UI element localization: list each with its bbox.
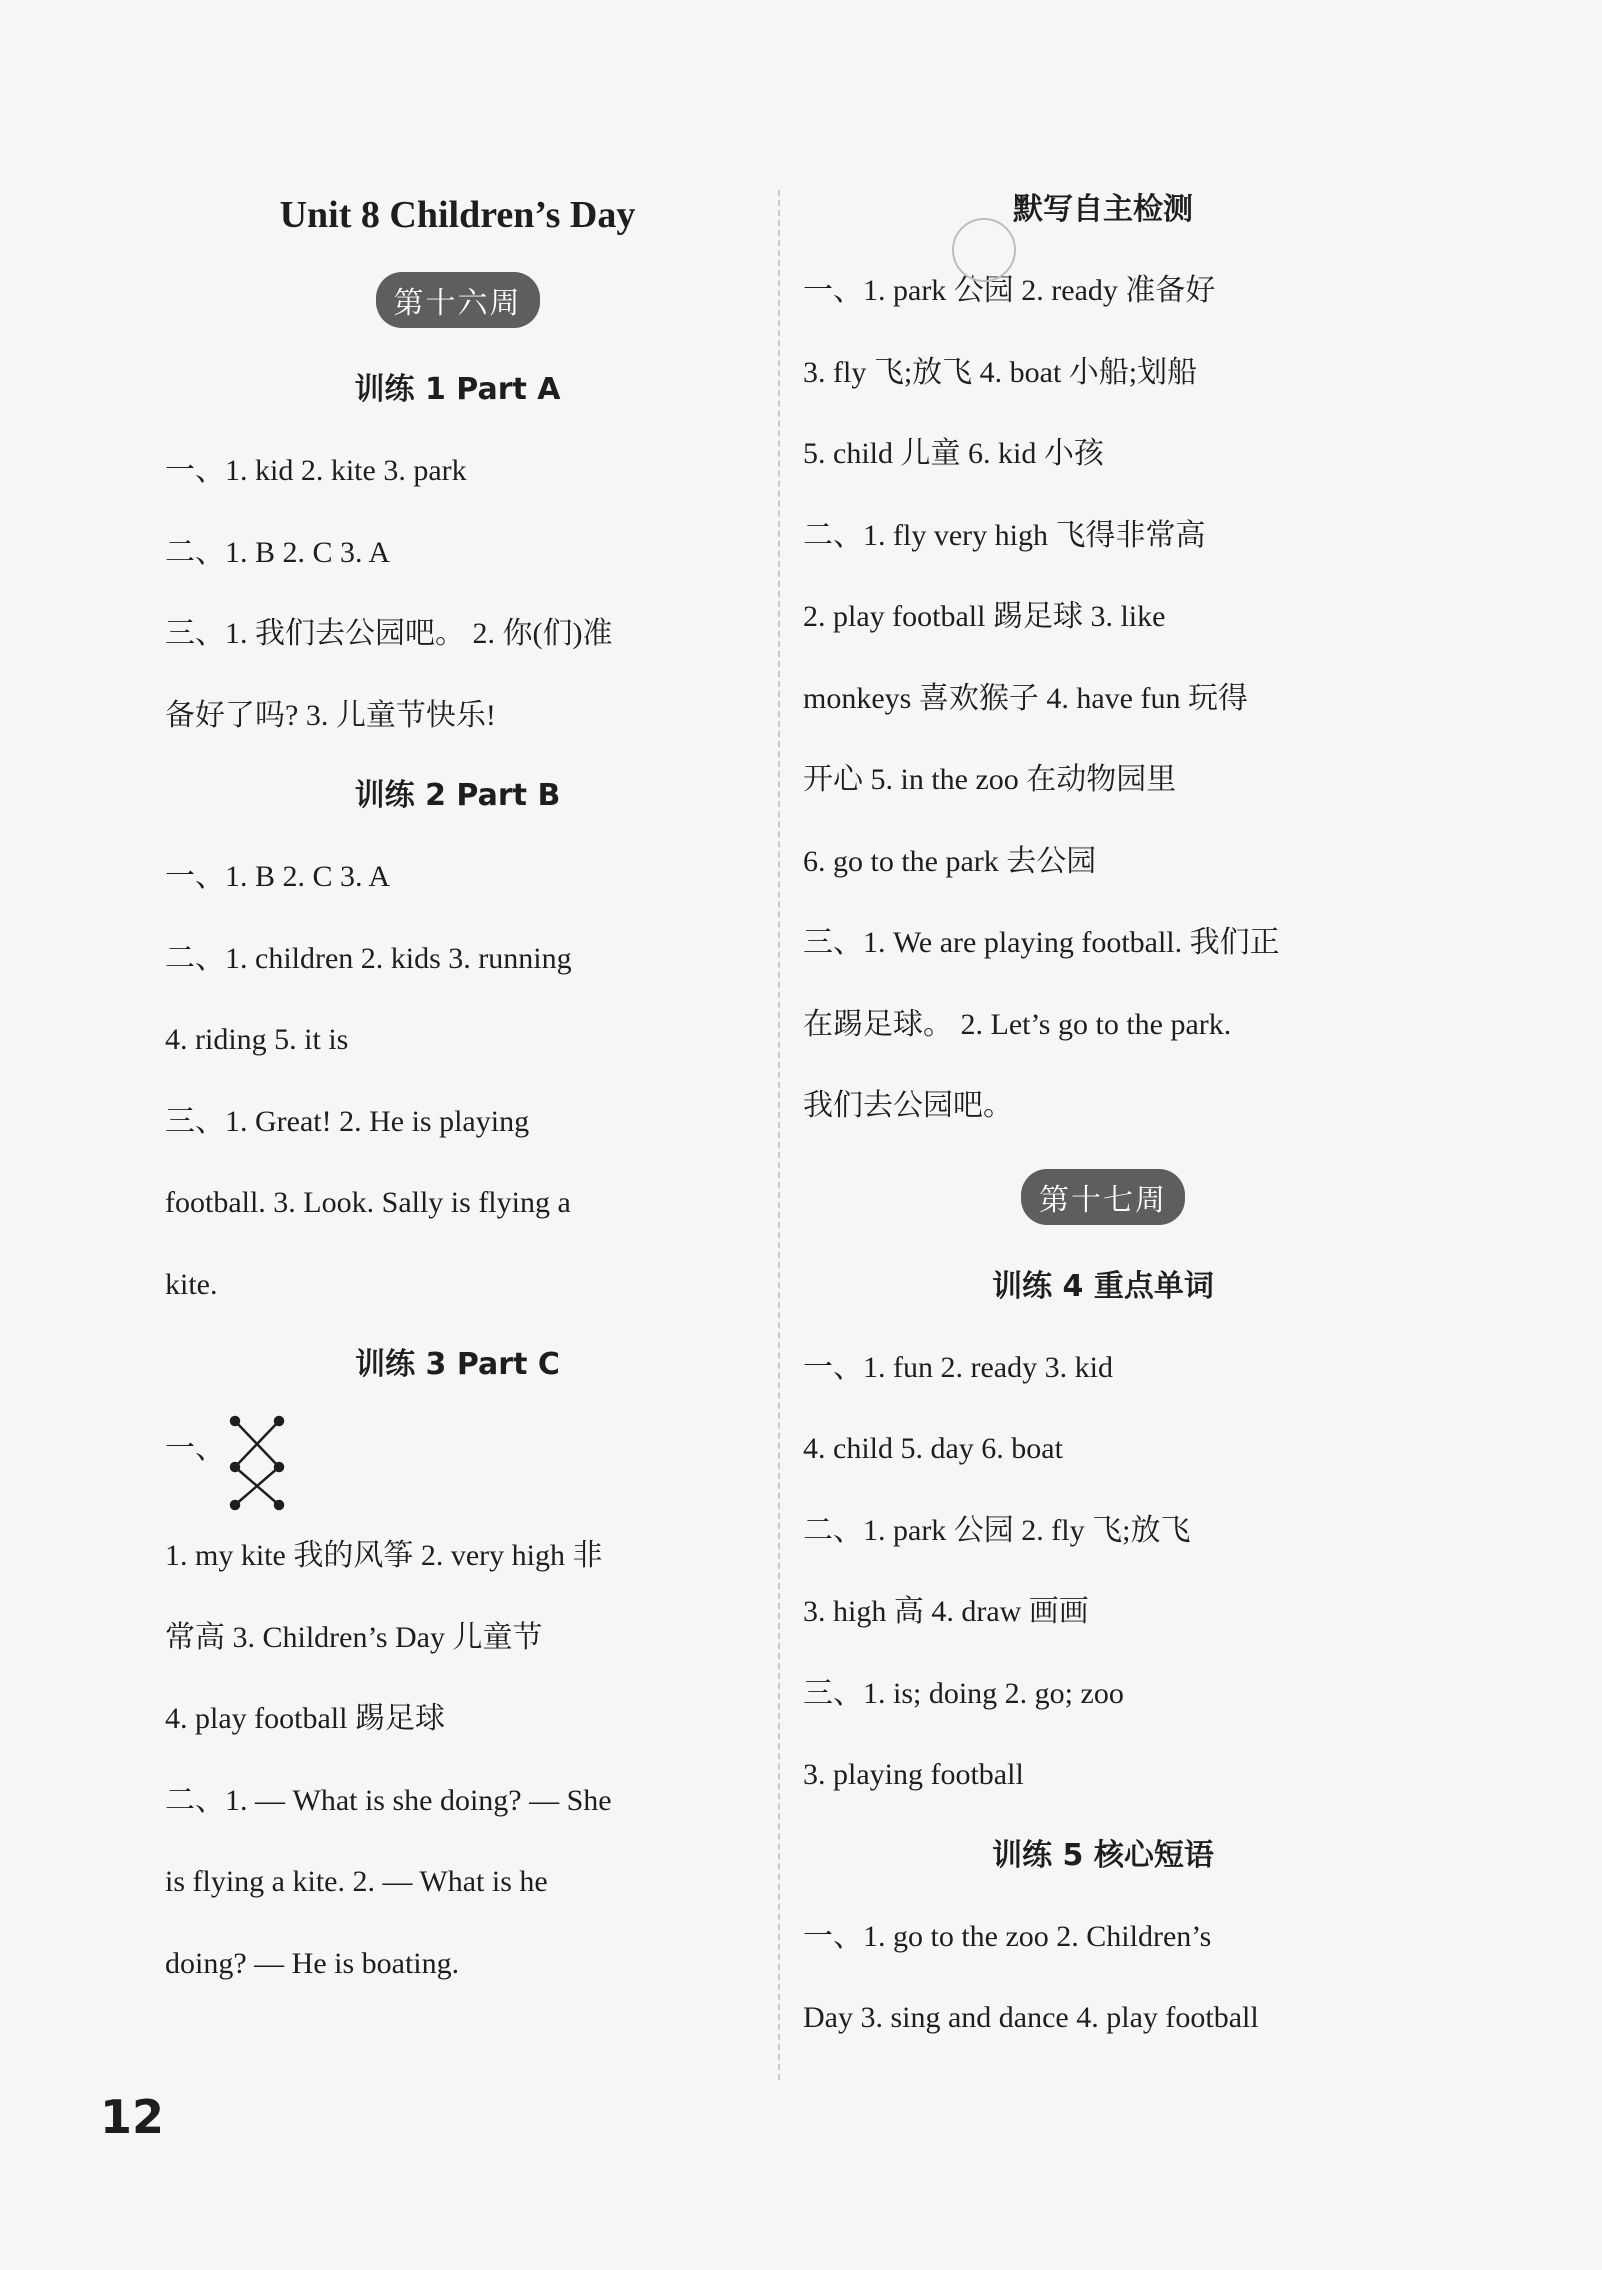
answer-line: 三、1. We are playing football. 我们正 — [803, 926, 1280, 959]
answer-line: 开心 5. in the zoo 在动物园里 — [803, 763, 1177, 796]
answer-line: 二、1. fly very high 飞得非常高 — [803, 518, 1206, 552]
answer-line: 二、1. — What is she doing? — She — [165, 1783, 612, 1817]
answer-line: kite. — [165, 1267, 218, 1301]
answer-line: 常高 3. Children’s Day 儿童节 — [165, 1620, 543, 1654]
week-badge: 第十六周 — [376, 272, 540, 328]
answer-line: 在踢足球。 2. Let’s go to the park. — [803, 1007, 1232, 1041]
left-column — [165, 180, 750, 2004]
answer-line: 3. playing football — [803, 1758, 1024, 1791]
section-title: 训练 4 重点单词 — [992, 1268, 1214, 1304]
answer-line: 6. go to the park 去公园 — [803, 844, 1097, 878]
training-2 — [165, 756, 750, 1325]
answer-line: doing? — He is boating. — [165, 1946, 460, 1980]
matching-diagram — [165, 1405, 750, 1515]
answer-line: 二、1. children 2. kids 3. running — [165, 941, 572, 975]
answer-line: 我们去公园吧。 — [803, 1089, 1013, 1122]
answer-line: 一、1. B 2. C 3. A — [165, 860, 391, 893]
answer-line: 二、1. park 公园 2. fly 飞;放飞 — [803, 1513, 1191, 1547]
matching-lines-icon — [227, 1413, 287, 1513]
answer-line: monkeys 喜欢猴子 4. have fun 玩得 — [803, 681, 1248, 715]
section-title: 训练 3 Part C — [355, 1347, 560, 1382]
answer-line: 1. my kite 我的风筝 2. very high 非 — [165, 1539, 603, 1572]
column-divider — [778, 190, 780, 2080]
answer-line: 2. play football 踢足球 3. like — [803, 600, 1166, 633]
training-5 — [803, 1816, 1403, 2059]
answer-line: 4. child 5. day 6. boat — [803, 1432, 1063, 1465]
answer-line: football. 3. Look. Sally is flying a — [165, 1186, 571, 1219]
answer-line: 三、1. Great! 2. He is playing — [165, 1104, 530, 1138]
answer-line: 二、1. B 2. C 3. A — [165, 535, 391, 569]
answer-line: 三、1. is; doing 2. go; zoo — [803, 1676, 1124, 1710]
answer-line: 一、1. go to the zoo 2. Children’s — [803, 1919, 1212, 1953]
week-badge: 第十七周 — [1021, 1169, 1185, 1225]
answer-line: 一、1. park 公园 2. ready 准备好 — [803, 274, 1216, 307]
answer-line: 3. fly 飞;放飞 4. boat 小船;划船 — [803, 355, 1198, 389]
section-title: 训练 5 核心短语 — [992, 1837, 1214, 1873]
answer-line: 4. play football 踢足球 — [165, 1702, 445, 1735]
section-title: 训练 2 Part B — [354, 778, 561, 813]
answer-line: 4. riding 5. it is — [165, 1023, 349, 1056]
answer-line: 5. child 儿童 6. kid 小孩 — [803, 437, 1104, 470]
training-3 — [165, 1325, 750, 2004]
unit-title: Unit 8 Children’s Day — [279, 194, 636, 236]
page-number: 12 — [100, 2090, 165, 2144]
training-4 — [803, 1247, 1403, 1816]
section-title: 训练 1 Part A — [354, 372, 561, 407]
answer-line: 三、1. 我们去公园吧。 2. 你(们)准 — [165, 617, 613, 650]
dictation-section — [803, 170, 1403, 1147]
week-16-badge-wrap — [165, 250, 750, 350]
section-title: 默写自主检测 — [1013, 192, 1193, 227]
week-17-badge-wrap — [803, 1147, 1403, 1247]
answer-line: is flying a kite. 2. — What is he — [165, 1865, 548, 1898]
diagram-lead: 一、 — [165, 1432, 225, 1465]
answer-line: 一、1. kid 2. kite 3. park — [165, 454, 467, 487]
answer-line: Day 3. sing and dance 4. play football — [803, 2001, 1259, 2034]
right-column — [803, 170, 1403, 2059]
training-1 — [165, 350, 750, 756]
answer-line: 备好了吗? 3. 儿童节快乐! — [165, 698, 496, 732]
answer-line: 一、1. fun 2. ready 3. kid — [803, 1350, 1113, 1384]
stamp-icon — [952, 218, 1016, 282]
answer-line: 3. high 高 4. draw 画画 — [803, 1595, 1089, 1628]
